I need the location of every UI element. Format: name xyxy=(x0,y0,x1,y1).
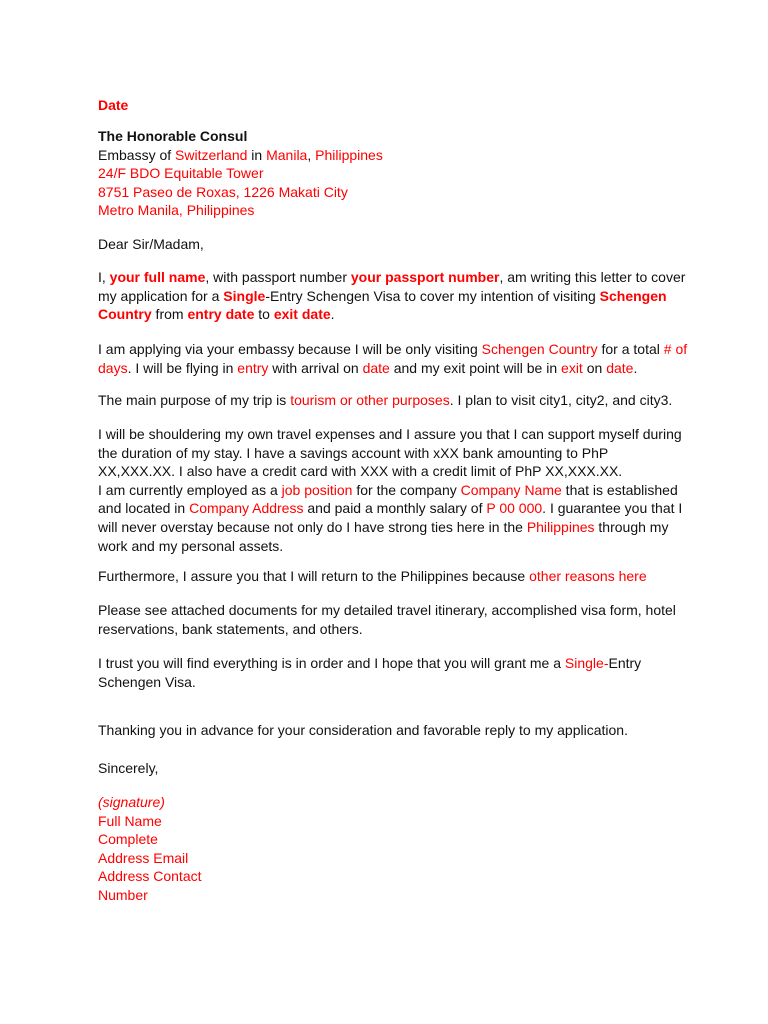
text: for the company xyxy=(352,481,461,498)
recipient-title: The Honorable Consul xyxy=(98,128,248,144)
signature-line: Full Name xyxy=(98,812,162,829)
text: from xyxy=(151,306,188,323)
text: , am writing this letter to cover my application for a xyxy=(98,269,686,304)
text: . I guarantee you that I will never overstay because not only do I have strong ties here in the xyxy=(98,500,683,535)
placeholder-country: Schengen Country xyxy=(481,341,598,357)
salutation: Dear Sir/Madam, xyxy=(98,236,204,252)
text: , with passport number xyxy=(205,269,351,285)
placeholder-entry-type: Single xyxy=(223,287,266,304)
placeholder-country: Schengen Country xyxy=(98,287,667,323)
recipient-address xyxy=(98,127,688,220)
text: . xyxy=(633,359,638,376)
text: , xyxy=(307,146,316,163)
placeholder-company-address: Company Address xyxy=(189,500,304,517)
placeholder-date: date xyxy=(606,359,634,376)
text: Furthermore, I assure you that I will return to the Philippines because xyxy=(98,568,530,584)
signature-block xyxy=(98,793,688,905)
finances-text: I will be shouldering my own travel expenses and I assure you that I can support myself during the duration of my stay. I have a savings account with xXX bank amounting to PhP XX,XXX.XX. I also have a credit card with XXX with a credit limit of PhP XX,XXX.XX. xyxy=(98,426,682,480)
signature-line: Address Contact xyxy=(98,868,202,885)
signature-mark: (signature) xyxy=(98,794,165,810)
paragraph-thanks: Thanking you in advance for your consideration and favorable reply to my application. xyxy=(98,722,628,738)
placeholder-country: Switzerland xyxy=(175,146,248,163)
text: Embassy of xyxy=(98,146,176,163)
text: I am currently employed as a xyxy=(98,481,282,498)
text: and my exit point will be in xyxy=(389,359,562,376)
recipient-line-building: 24/F BDO Equitable Tower xyxy=(98,165,264,182)
text: . xyxy=(330,306,335,323)
placeholder-purpose: tourism or other purposes xyxy=(290,392,450,408)
paragraph-purpose xyxy=(98,391,688,410)
text: I trust you will find everything is in order and I hope that you will grant me a xyxy=(98,655,565,671)
text: The main purpose of my trip is xyxy=(98,392,291,408)
signature-line: Address Email xyxy=(98,849,189,866)
placeholder-date: date xyxy=(362,359,390,376)
closing: Sincerely, xyxy=(98,760,159,776)
placeholder-days: # of days xyxy=(98,341,688,376)
placeholder-entry-type: Single- xyxy=(564,655,609,671)
placeholder-nation: Philippines xyxy=(315,146,383,163)
text: and paid a monthly salary of xyxy=(303,500,487,517)
placeholder-job-position: job position xyxy=(281,481,353,498)
placeholder-city: Manila xyxy=(266,146,308,163)
paragraph-intro xyxy=(98,268,688,324)
text: Entry Schengen Visa. xyxy=(98,655,642,690)
placeholder-passport-number: your passport number xyxy=(350,269,500,285)
text: . I will be flying in xyxy=(127,359,238,376)
signature-line: Number xyxy=(98,886,148,903)
text: on xyxy=(582,359,607,376)
placeholder-entry-date: entry date xyxy=(187,306,255,323)
recipient-line-city: Metro Manila, Philippines xyxy=(98,202,255,219)
paragraph-request xyxy=(98,654,688,691)
paragraph-travel xyxy=(98,340,688,377)
text: to xyxy=(254,306,274,323)
signature-line: Complete xyxy=(98,831,158,848)
paragraph-finances xyxy=(98,425,688,555)
placeholder-country: Philippines xyxy=(526,518,595,535)
text: I am applying via your embassy because I will be only visiting xyxy=(98,341,482,357)
text: through my work and my personal assets. xyxy=(98,518,669,554)
paragraph-attachments: Please see attached documents for my detailed travel itinerary, accomplished visa form, hotel reservations, bank statements, and others. xyxy=(98,602,676,637)
employment-text xyxy=(98,481,688,555)
recipient-line-street: 8751 Paseo de Roxas, 1226 Makati City xyxy=(98,183,348,200)
text: -Entry Schengen Visa to cover my intention of visiting xyxy=(265,287,600,304)
placeholder-company-name: Company Name xyxy=(460,481,562,498)
text: with arrival on xyxy=(268,359,363,376)
placeholder-full-name: your full name xyxy=(109,269,206,285)
text: for a total xyxy=(597,341,664,357)
placeholder-exit: exit xyxy=(561,359,583,376)
placeholder-exit-date: exit date xyxy=(273,306,331,323)
recipient-line-embassy xyxy=(98,146,688,165)
date-placeholder: Date xyxy=(98,97,129,113)
text: in xyxy=(247,146,267,163)
placeholder-entry: entry xyxy=(237,359,269,376)
placeholder-salary: P 00 000 xyxy=(486,500,543,517)
paragraph-return xyxy=(98,567,688,586)
placeholder-reasons: other reasons here xyxy=(529,568,647,584)
text: . I plan to visit city1, city2, and city3. xyxy=(449,392,673,408)
text: I, xyxy=(98,269,110,285)
text: that is established and located in xyxy=(98,481,678,517)
